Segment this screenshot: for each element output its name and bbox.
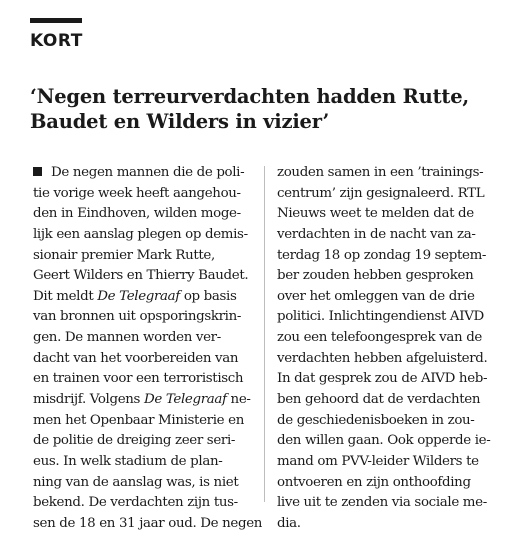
- article-line: de geschiedenisboeken in zou-: [277, 412, 475, 428]
- article-line: de politie de dreiging zeer seri-: [33, 433, 236, 449]
- article-line: centrum’ zijn gesignaleerd. RTL: [277, 185, 485, 201]
- article-line: Dit meldt De Telegraaf op basis: [33, 288, 237, 304]
- article-line: politici. Inlichtingendienst AIVD: [277, 309, 484, 325]
- section-rule: [30, 18, 82, 23]
- article-line: men het Openbaar Ministerie en: [33, 412, 244, 428]
- section-label: KORT: [30, 31, 83, 51]
- headline-line-2: Baudet en Wilders in vizier’: [30, 110, 330, 133]
- article-line: zou een telefoongesprek van de: [277, 330, 483, 346]
- article-line: ber zouden hebben gesproken: [277, 268, 474, 284]
- article-line: verdachten in de nacht van za-: [277, 226, 476, 242]
- article-line: gen. De mannen worden ver-: [33, 330, 221, 346]
- article-line: eus. In welk stadium de plan-: [33, 453, 223, 469]
- article-line: dacht van het voorbereiden van: [33, 350, 239, 366]
- article-line: den willen gaan. Ook opperde ie-: [277, 433, 491, 449]
- article-bullet-icon: [33, 167, 42, 176]
- article-line: van bronnen uit opsporingskrin-: [33, 309, 242, 325]
- article-line: dia.: [277, 515, 301, 531]
- headline-line-1: ‘Negen terreurverdachten hadden Rutte,: [30, 85, 470, 108]
- article-line: ben gehoord dat de verdachten: [277, 392, 481, 408]
- headline: [30, 84, 510, 134]
- article-line: den in Eindhoven, wilden moge-: [33, 206, 241, 222]
- article-line: verdachten hebben afgeluisterd.: [277, 350, 488, 366]
- article-line: tie vorige week heeft aangehou-: [33, 185, 241, 201]
- article-line: sionair premier Mark Rutte,: [33, 247, 215, 263]
- article-line: ning van de aanslag was, is niet: [33, 474, 239, 490]
- article-line: bekend. De verdachten zijn tus-: [33, 495, 238, 511]
- article-line: live uit te zenden via sociale me-: [277, 495, 487, 511]
- article-line: Nieuws weet te melden dat de: [277, 206, 474, 222]
- article-line: De negen mannen die de poli-: [33, 163, 258, 184]
- article-line: en trainen voor een terroristisch: [33, 371, 244, 387]
- article-column-left: [33, 163, 263, 535]
- source-name: De Telegraaf: [144, 392, 227, 408]
- article-line: In dat gesprek zou de AIVD heb-: [277, 371, 488, 387]
- article-line: ontvoeren en zijn onthoofding: [277, 474, 471, 490]
- article-line: over het omleggen van de drie: [277, 288, 475, 304]
- article-line: sen de 18 en 31 jaar oud. De negen: [33, 515, 263, 531]
- article-column-right: [277, 163, 503, 535]
- article-line: Geert Wilders en Thierry Baudet.: [33, 268, 249, 284]
- article-line: terdag 18 op zondag 19 septem-: [277, 247, 487, 263]
- article-line: mand om PVV-leider Wilders te: [277, 453, 479, 469]
- article-line: misdrijf. Volgens De Telegraaf ne-: [33, 392, 251, 408]
- source-name: De Telegraaf: [97, 288, 180, 304]
- article-line: zouden samen in een ’trainings-: [277, 165, 484, 180]
- article-line: lijk een aanslag plegen op demis-: [33, 226, 248, 242]
- column-divider: [264, 166, 265, 502]
